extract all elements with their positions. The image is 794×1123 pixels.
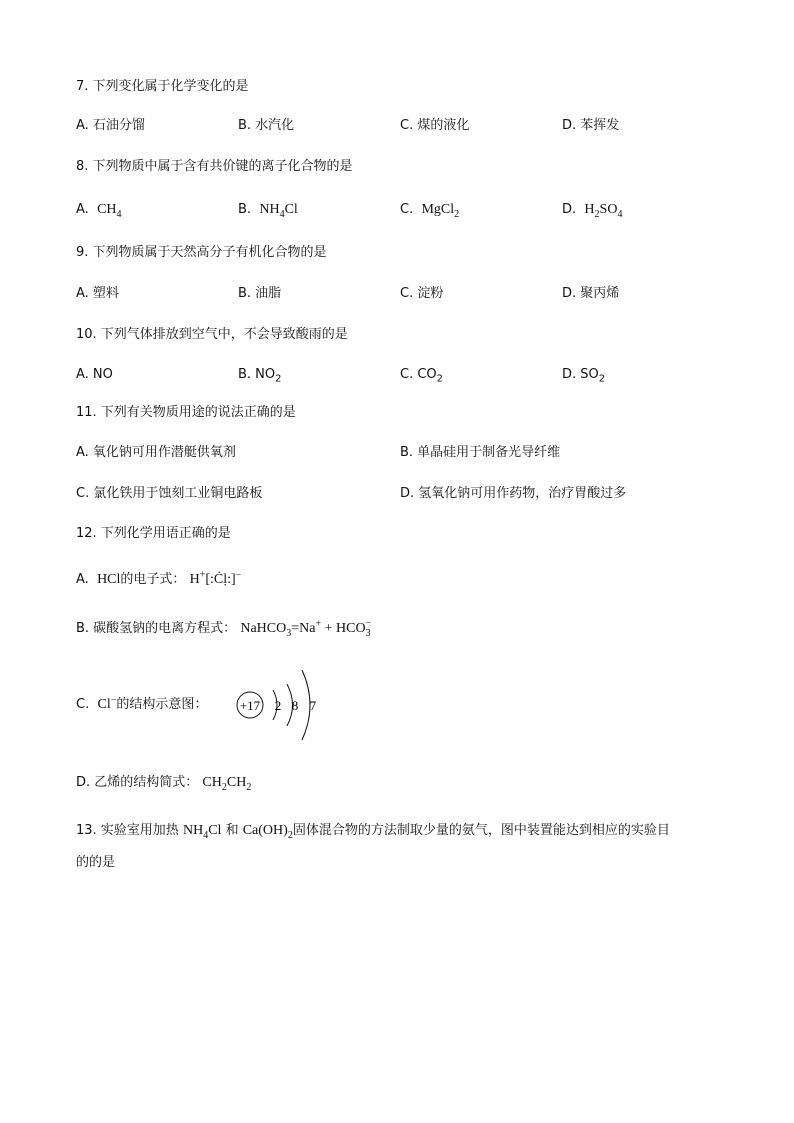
q8-option-a — [76, 201, 122, 219]
q10-option-b-text: B. NO — [238, 367, 276, 382]
q10-option-b: B. $NO_2$ — [238, 367, 282, 385]
formula-ethylene: $CH_2CH_2$ — [202, 775, 252, 793]
q8-option-c — [400, 201, 459, 219]
q8-option-b — [238, 201, 298, 219]
q8-option-d-label: D. — [562, 202, 577, 217]
formula-caoh2: $Ca(OH)_2$ — [242, 823, 293, 841]
q10-option-d-text: D. SO — [562, 367, 599, 382]
question-12-stem: 12. 下列化学用语正确的是 — [76, 526, 231, 541]
q7-option-d: D. 苯挥发 — [562, 118, 620, 133]
q9-option-d: D. 聚丙烯 — [562, 286, 620, 301]
q8-option-a-label: A. — [76, 202, 89, 217]
q10-option-a: A. NO — [76, 367, 113, 382]
formula-h2so4: $H_2SO_4$ — [584, 202, 623, 220]
q10-option-c-text: C. CO — [400, 367, 437, 382]
formula-ch4: $CH_4$ — [97, 202, 122, 220]
q7-option-a: A. 石油分馏 — [76, 118, 145, 133]
q12-option-c-label: C. — [76, 697, 90, 712]
question-10-stem: 10. 下列气体排放到空气中，不会导致酸雨的是 — [76, 327, 348, 342]
nucleus-charge: +17 — [239, 698, 261, 713]
formula-hcl: HCl — [97, 572, 121, 587]
q12-option-b — [76, 620, 371, 638]
q8-option-d — [562, 201, 622, 219]
formula-mgcl2: MgCl$_2$ — [421, 202, 460, 220]
question-9-stem: 9. 下列物质属于天然高分子有机化合物的是 — [76, 245, 327, 260]
formula-cl-ion: Cl− — [97, 694, 117, 712]
q9-option-c: C. 淀粉 — [400, 286, 444, 301]
q12-option-d-label: D. 乙烯的结构简式： — [76, 775, 199, 790]
shell-2-electrons: 8 — [291, 698, 299, 713]
q10-option-c: C. $CO_2$ — [400, 367, 444, 385]
q7-option-c: C. 煤的液化 — [400, 118, 470, 133]
q13-stem-part-b: 和 — [225, 823, 239, 838]
question-8-stem: 8. 下列物质中属于含有共价键的离子化合物的是 — [76, 159, 353, 174]
q13-stem-part-a: 13. 实验室用加热 — [76, 823, 179, 838]
q11-option-d: D. 氢氧化钠可用作药物，治疗胃酸过多 — [400, 486, 627, 501]
q7-option-b: B. 水汽化 — [238, 118, 295, 133]
shell-1-electrons: 2 — [274, 698, 282, 713]
q10-option-d: D. $SO_2$ — [562, 367, 606, 385]
q12-option-a-text: 的电子式： — [120, 572, 186, 587]
ionization-equation: NaHCO$_3$=Na+ + $HCO_3^-$ — [240, 618, 372, 639]
question-11-stem: 11. 下列有关物质用途的说法正确的是 — [76, 405, 296, 420]
q12-option-a — [76, 571, 241, 589]
q12-option-c — [76, 696, 207, 714]
q11-option-a: A. 氧化钠可用作潜艇供氧剂 — [76, 445, 236, 460]
q8-option-c-label: C. — [400, 202, 414, 217]
q8-option-b-label: B. — [238, 202, 252, 217]
q12-option-a-label: A. — [76, 572, 89, 587]
q12-option-d — [76, 774, 251, 792]
formula-nh4cl-q13: $NH_4Cl$ — [182, 823, 222, 841]
q9-option-b: B. 油脂 — [238, 286, 282, 301]
question-7-stem: 7. 下列变化属于化学变化的是 — [76, 79, 249, 94]
q12-option-b-label: B. 碳酸氢钠的电离方程式： — [76, 621, 237, 636]
formula-nh4cl: $NH_4Cl$ — [259, 202, 298, 220]
shell-3-electrons: 7 — [309, 698, 317, 713]
question-13-stem-line-1 — [76, 822, 670, 840]
q11-option-c: C. 氯化铁用于蚀刻工业铜电路板 — [76, 486, 263, 501]
cl-ion-structure-diagram — [232, 668, 332, 744]
q9-option-a: A. 塑料 — [76, 286, 119, 301]
q13-stem-part-c: 固体混合物的方法制取少量的氨气，图中装置能达到相应的实验目 — [292, 823, 670, 838]
question-13-stem-line-2: 的的是 — [76, 855, 116, 870]
q11-option-b: B. 单晶硅用于制备光导纤维 — [400, 445, 561, 460]
electron-formula-hcl: H+[:Ċḷ:]− — [189, 569, 242, 587]
q12-option-c-text: 的结构示意图： — [116, 697, 208, 712]
